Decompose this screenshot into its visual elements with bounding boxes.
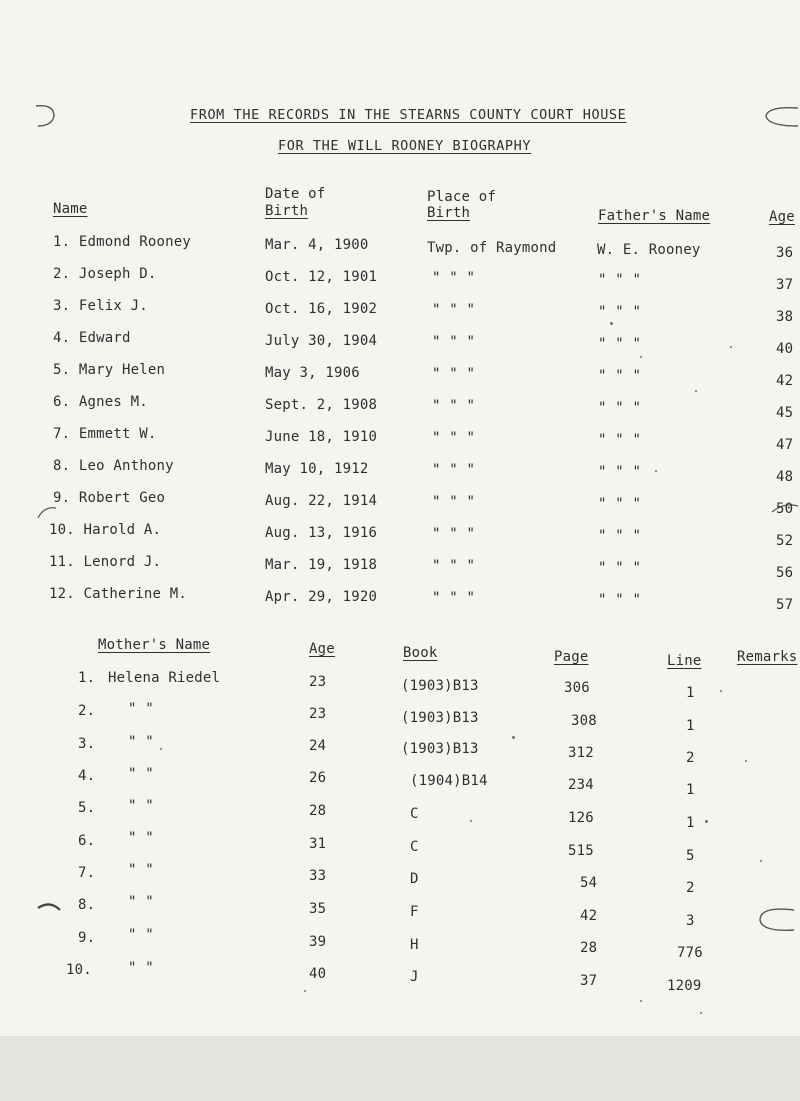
child-birth-date: July 30, 1904 bbox=[265, 333, 378, 349]
mother-age: 23 bbox=[309, 674, 327, 690]
child-birth-date: Mar. 19, 1918 bbox=[265, 557, 378, 573]
record-page: 234 bbox=[568, 777, 594, 793]
child-father: " " " bbox=[598, 304, 642, 320]
child-birth-place: " " " bbox=[432, 526, 476, 542]
child-age: 57 bbox=[776, 597, 794, 613]
child-birth-date: May 10, 1912 bbox=[265, 461, 369, 477]
header-name: Name bbox=[53, 201, 88, 217]
record-number: 6. bbox=[78, 833, 96, 849]
mother-age: 35 bbox=[309, 901, 327, 917]
record-line: 2 bbox=[686, 880, 695, 896]
header-book: Book bbox=[403, 645, 438, 661]
child-father: " " " bbox=[598, 400, 642, 416]
child-age: 38 bbox=[776, 309, 794, 325]
mother-age: 26 bbox=[309, 770, 327, 786]
child-birth-place: " " " bbox=[432, 494, 476, 510]
child-father: " " " bbox=[598, 272, 642, 288]
mother-age: 39 bbox=[309, 934, 327, 950]
child-name: 10. Harold A. bbox=[49, 522, 162, 538]
child-birth-place: " " " bbox=[432, 430, 476, 446]
mother-name: " " bbox=[128, 734, 154, 750]
mother-age: 40 bbox=[309, 966, 327, 982]
record-number: 7. bbox=[78, 865, 96, 881]
child-name: 12. Catherine M. bbox=[49, 586, 188, 602]
mother-age: 31 bbox=[309, 836, 327, 852]
child-name: 8. Leo Anthony bbox=[53, 458, 174, 474]
child-age: 42 bbox=[776, 373, 794, 389]
child-birth-place: " " " bbox=[432, 302, 476, 318]
record-page: 515 bbox=[568, 843, 594, 859]
child-age: 36 bbox=[776, 245, 794, 261]
record-number: 1. bbox=[78, 670, 96, 686]
punch-hole-mark bbox=[756, 906, 796, 934]
child-father: " " " bbox=[598, 560, 642, 576]
child-name: 11. Lenord J. bbox=[49, 554, 162, 570]
record-line: 1 bbox=[686, 815, 695, 831]
record-line: 5 bbox=[686, 848, 695, 864]
record-page: 42 bbox=[580, 908, 598, 924]
document-title: FROM THE RECORDS IN THE STEARNS COUNTY COURT HOUSE bbox=[190, 107, 627, 123]
record-line: 1209 bbox=[667, 978, 702, 994]
record-number: 10. bbox=[66, 962, 92, 978]
child-birth-date: Mar. 4, 1900 bbox=[265, 237, 369, 253]
record-book: H bbox=[410, 937, 419, 953]
punch-hole-mark bbox=[36, 504, 58, 522]
mother-age: 23 bbox=[309, 706, 327, 722]
document-subtitle: FOR THE WILL ROONEY BIOGRAPHY bbox=[278, 138, 532, 154]
header-date-of-birth-l1: Date of bbox=[265, 186, 326, 202]
child-age: 47 bbox=[776, 437, 794, 453]
child-age: 52 bbox=[776, 533, 794, 549]
punch-hole-mark bbox=[30, 100, 60, 130]
child-birth-date: June 18, 1910 bbox=[265, 429, 378, 445]
mother-name: " " bbox=[128, 701, 154, 717]
child-age: 56 bbox=[776, 565, 794, 581]
child-birth-place: " " " bbox=[432, 590, 476, 606]
child-name: 6. Agnes M. bbox=[53, 394, 148, 410]
header-line: Line bbox=[667, 653, 702, 669]
mother-name: " " bbox=[128, 960, 154, 976]
child-age: 48 bbox=[776, 469, 794, 485]
header-place-of-birth-l1: Place of bbox=[427, 189, 497, 205]
child-birth-date: Aug. 13, 1916 bbox=[265, 525, 378, 541]
child-father: " " " bbox=[598, 368, 642, 384]
record-page: 306 bbox=[564, 680, 590, 696]
child-name: 7. Emmett W. bbox=[53, 426, 157, 442]
record-book: (1903)B13 bbox=[401, 678, 479, 694]
child-name: 5. Mary Helen bbox=[53, 362, 166, 378]
record-line: 1 bbox=[686, 718, 695, 734]
child-father: " " " bbox=[598, 432, 642, 448]
header-mother-age: Age bbox=[309, 641, 335, 657]
header-remarks: Remarks bbox=[737, 649, 798, 665]
record-page: 308 bbox=[571, 713, 597, 729]
record-number: 4. bbox=[78, 768, 96, 784]
record-page: 312 bbox=[568, 745, 594, 761]
mother-name: " " bbox=[128, 862, 154, 878]
record-line: 2 bbox=[686, 750, 695, 766]
record-number: 9. bbox=[78, 930, 96, 946]
child-birth-date: Aug. 22, 1914 bbox=[265, 493, 378, 509]
punch-hole-mark bbox=[36, 900, 62, 920]
child-age: 50 bbox=[776, 501, 794, 517]
child-birth-place: " " " bbox=[432, 334, 476, 350]
child-birth-place: " " " bbox=[432, 398, 476, 414]
record-page: 126 bbox=[568, 810, 594, 826]
child-birth-date: Oct. 16, 1902 bbox=[265, 301, 378, 317]
child-name: 3. Felix J. bbox=[53, 298, 148, 314]
scan-border bbox=[0, 1036, 800, 1101]
child-father: " " " bbox=[598, 496, 642, 512]
child-age: 40 bbox=[776, 341, 794, 357]
child-father: " " " bbox=[598, 464, 642, 480]
child-birth-place: Twp. of Raymond bbox=[427, 240, 557, 256]
header-age: Age bbox=[769, 209, 795, 225]
child-birth-date: Sept. 2, 1908 bbox=[265, 397, 378, 413]
child-name: 1. Edmond Rooney bbox=[53, 234, 192, 250]
record-book: C bbox=[410, 806, 419, 822]
record-number: 5. bbox=[78, 800, 96, 816]
child-birth-place: " " " bbox=[432, 558, 476, 574]
record-book: C bbox=[410, 839, 419, 855]
child-age: 37 bbox=[776, 277, 794, 293]
mother-age: 33 bbox=[309, 868, 327, 884]
record-number: 2. bbox=[78, 703, 96, 719]
child-father: " " " bbox=[598, 528, 642, 544]
child-birth-place: " " " bbox=[432, 270, 476, 286]
record-book: (1903)B13 bbox=[401, 741, 479, 757]
child-birth-date: Oct. 12, 1901 bbox=[265, 269, 378, 285]
record-book: (1903)B13 bbox=[401, 710, 479, 726]
mother-name: " " bbox=[128, 927, 154, 943]
record-number: 3. bbox=[78, 736, 96, 752]
record-line: 3 bbox=[686, 913, 695, 929]
record-line: 1 bbox=[686, 685, 695, 701]
child-birth-place: " " " bbox=[432, 462, 476, 478]
child-birth-date: Apr. 29, 1920 bbox=[265, 589, 378, 605]
mother-age: 24 bbox=[309, 738, 327, 754]
mother-name: " " bbox=[128, 766, 154, 782]
header-fathers-name: Father's Name bbox=[598, 208, 711, 224]
record-book: (1904)B14 bbox=[410, 773, 488, 789]
child-father: W. E. Rooney bbox=[597, 242, 701, 258]
mother-name: Helena Riedel bbox=[108, 670, 221, 686]
header-page: Page bbox=[554, 649, 589, 665]
header-place-of-birth-l2: Birth bbox=[427, 205, 471, 221]
mother-name: " " bbox=[128, 798, 154, 814]
record-book: J bbox=[410, 969, 419, 985]
record-page: 54 bbox=[580, 875, 598, 891]
header-mothers-name: Mother's Name bbox=[98, 637, 211, 653]
mother-name: " " bbox=[128, 894, 154, 910]
child-name: 2. Joseph D. bbox=[53, 266, 157, 282]
child-age: 45 bbox=[776, 405, 794, 421]
child-birth-date: May 3, 1906 bbox=[265, 365, 360, 381]
record-book: F bbox=[410, 904, 419, 920]
record-line: 776 bbox=[677, 945, 703, 961]
record-book: D bbox=[410, 871, 419, 887]
child-birth-place: " " " bbox=[432, 366, 476, 382]
mother-age: 28 bbox=[309, 803, 327, 819]
record-page: 28 bbox=[580, 940, 598, 956]
mother-name: " " bbox=[128, 830, 154, 846]
child-name: 4. Edward bbox=[53, 330, 131, 346]
record-number: 8. bbox=[78, 897, 96, 913]
punch-hole-mark bbox=[762, 104, 800, 130]
header-date-of-birth-l2: Birth bbox=[265, 203, 309, 219]
child-father: " " " bbox=[598, 592, 642, 608]
child-name: 9. Robert Geo bbox=[53, 490, 166, 506]
record-page: 37 bbox=[580, 973, 598, 989]
child-father: " " " bbox=[598, 336, 642, 352]
record-line: 1 bbox=[686, 782, 695, 798]
